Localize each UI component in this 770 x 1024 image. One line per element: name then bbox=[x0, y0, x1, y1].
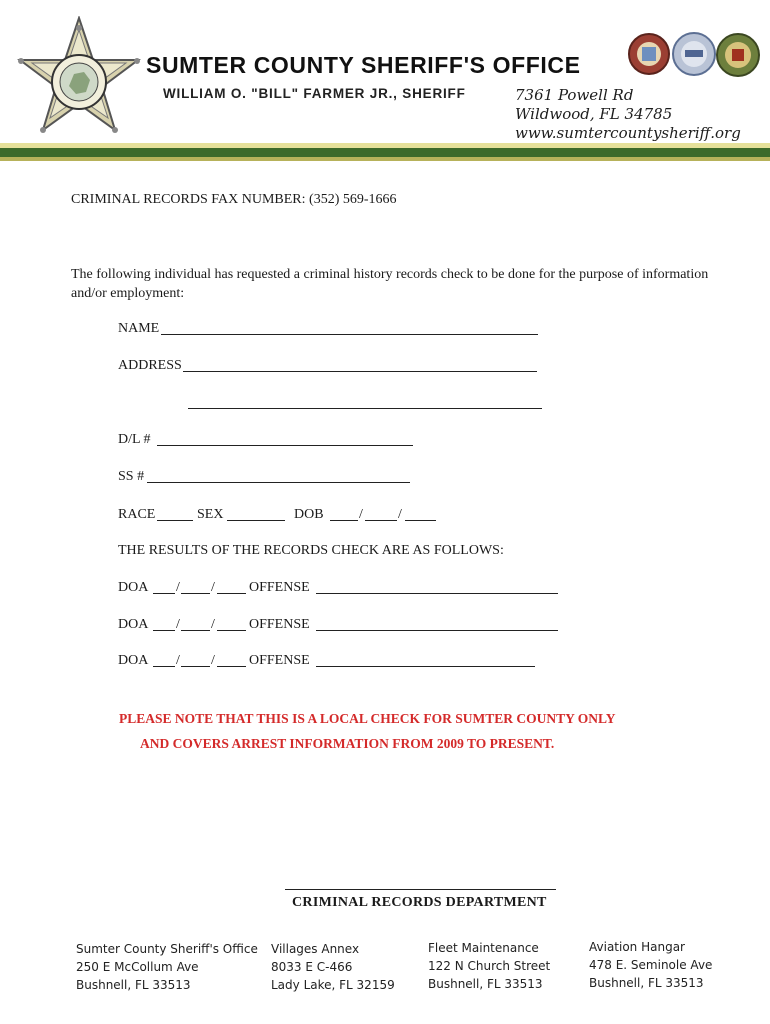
footer-line: 250 E McCollum Ave bbox=[76, 960, 199, 974]
footer-line: 122 N Church Street bbox=[428, 959, 551, 973]
dob-month-field[interactable] bbox=[330, 520, 358, 521]
sheriff-star-badge-icon bbox=[14, 16, 144, 146]
footer-line: Sumter County Sheriff's Office bbox=[76, 942, 258, 956]
website: www.sumtercountysheriff.org bbox=[515, 124, 741, 142]
dob-label: DOB bbox=[294, 507, 324, 522]
results-heading: THE RESULTS OF THE RECORDS CHECK ARE AS FOLLOWS: bbox=[118, 543, 504, 558]
offense-label: OFFENSE bbox=[249, 580, 310, 595]
offense-field[interactable] bbox=[316, 630, 558, 631]
doa-slash: / bbox=[176, 580, 180, 595]
doa-day-field[interactable] bbox=[181, 630, 210, 631]
accreditation-seals-icon bbox=[628, 22, 760, 88]
footer-line: Aviation Hangar bbox=[589, 940, 685, 954]
offense-field[interactable] bbox=[316, 666, 535, 667]
department-label: CRIMINAL RECORDS DEPARTMENT bbox=[292, 895, 547, 910]
intro-paragraph: The following individual has requested a criminal history records check to be done for the purpose of information and/or employment: bbox=[71, 267, 709, 301]
office-title: SUMTER COUNTY SHERIFF'S OFFICE bbox=[146, 52, 581, 78]
race-label: RACE bbox=[118, 507, 156, 522]
footer-line: Bushnell, FL 33513 bbox=[76, 978, 191, 992]
doa-month-field[interactable] bbox=[153, 593, 175, 594]
doa-slash: / bbox=[211, 617, 215, 632]
doa-day-field[interactable] bbox=[181, 666, 210, 667]
doa-slash: / bbox=[211, 653, 215, 668]
offense-label: OFFENSE bbox=[249, 617, 310, 632]
doa-month-field[interactable] bbox=[153, 666, 175, 667]
doa-day-field[interactable] bbox=[181, 593, 210, 594]
fax-number-line: CRIMINAL RECORDS FAX NUMBER: (352) 569-1666 bbox=[71, 192, 397, 207]
footer-line: 8033 E C-466 bbox=[271, 960, 353, 974]
footer-line: Fleet Maintenance bbox=[428, 941, 539, 955]
dl-field[interactable] bbox=[157, 445, 413, 446]
address-field-line2[interactable] bbox=[188, 408, 542, 409]
address-label: ADDRESS bbox=[118, 358, 182, 373]
address-field[interactable] bbox=[183, 371, 537, 372]
header-band-green bbox=[0, 148, 770, 157]
doa-label: DOA bbox=[118, 617, 149, 632]
ss-field[interactable] bbox=[147, 482, 410, 483]
footer-line: Villages Annex bbox=[271, 942, 360, 956]
doa-year-field[interactable] bbox=[217, 666, 246, 667]
address-street: 7361 Powell Rd bbox=[515, 86, 634, 104]
signature-line[interactable] bbox=[285, 889, 556, 890]
doa-slash: / bbox=[176, 617, 180, 632]
dob-year-field[interactable] bbox=[405, 520, 436, 521]
doa-month-field[interactable] bbox=[153, 630, 175, 631]
name-field[interactable] bbox=[161, 334, 538, 335]
doa-slash: / bbox=[211, 580, 215, 595]
footer-address-main-office bbox=[76, 940, 258, 994]
offense-label: OFFENSE bbox=[249, 653, 310, 668]
doa-label: DOA bbox=[118, 653, 149, 668]
dob-slash: / bbox=[398, 507, 402, 522]
sex-label: SEX bbox=[197, 507, 224, 522]
footer-address-aviation-hangar bbox=[589, 938, 712, 992]
footer-address-fleet-maintenance bbox=[428, 939, 550, 993]
name-label: NAME bbox=[118, 321, 160, 336]
local-check-notice-continued: AND COVERS ARREST INFORMATION FROM 2009 TO PRESENT. bbox=[140, 736, 555, 751]
ss-label: SS # bbox=[118, 469, 145, 484]
address-city: Wildwood, FL 34785 bbox=[515, 105, 673, 123]
offense-field[interactable] bbox=[316, 593, 558, 594]
footer-line: Lady Lake, FL 32159 bbox=[271, 978, 395, 992]
footer-line: Bushnell, FL 33513 bbox=[589, 976, 704, 990]
doa-year-field[interactable] bbox=[217, 593, 246, 594]
footer-address-villages-annex bbox=[271, 940, 395, 994]
header-band-olive bbox=[0, 157, 770, 161]
race-field[interactable] bbox=[157, 520, 193, 521]
doa-label: DOA bbox=[118, 580, 149, 595]
doa-year-field[interactable] bbox=[217, 630, 246, 631]
local-check-notice: PLEASE NOTE THAT THIS IS A LOCAL CHECK FOR SUMTER COUNTY ONLY bbox=[119, 711, 616, 726]
sex-field[interactable] bbox=[227, 520, 285, 521]
dob-day-field[interactable] bbox=[365, 520, 397, 521]
sheriff-name: WILLIAM O. "BILL" FARMER JR., SHERIFF bbox=[163, 86, 466, 101]
footer-line: 478 E. Seminole Ave bbox=[589, 958, 713, 972]
footer-line: Bushnell, FL 33513 bbox=[428, 977, 543, 991]
dl-label: D/L # bbox=[118, 432, 151, 447]
doa-slash: / bbox=[176, 653, 180, 668]
dob-slash: / bbox=[359, 507, 363, 522]
